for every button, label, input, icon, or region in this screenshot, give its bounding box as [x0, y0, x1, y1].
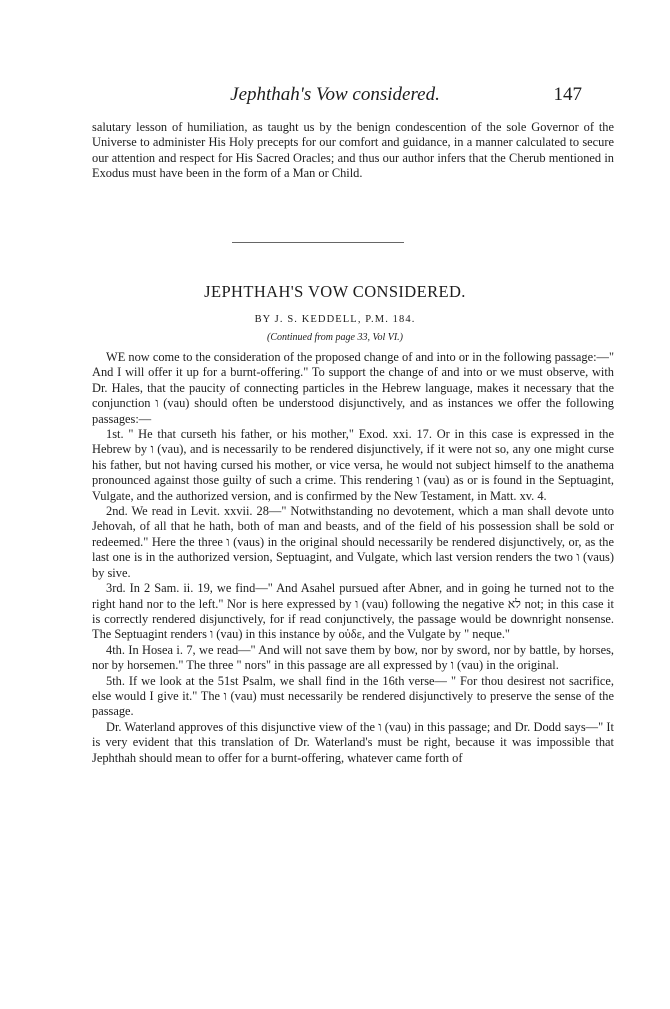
preceding-article-tail	[92, 120, 614, 182]
article-body	[92, 350, 614, 766]
running-title: Jephthah's Vow considered.	[230, 84, 440, 105]
body-paragraph: 2nd. We read in Levit. xxvii. 28—" Notwithstanding no devotement, which a man shall devote unto Jehovah, of all that he hath, both of man and beasts, and of the field of his possession shall be sold or redeemed." Here the three ו (vaus) in the original should necessarily be rendered disjunctively, or, as the last one is in the authorized version, Septuagint, and Vulgate, which last version renders the two ו (vaus) by sive.	[92, 504, 614, 580]
body-paragraph: 4th. In Hosea i. 7, we read—" And will not save them by bow, nor by sword, nor by battle, by horses, nor by horsemen." The three " nors" in this passage are all expressed by ו (vau) in the original.	[92, 642, 614, 673]
tail-paragraph: salutary lesson of humiliation, as taught us by the benign condescention of the sole Governor of the Universe to administer His Holy precepts for our comfort and guidance, in a manner calculated to secure our attention and respect for His Sacred Oracles; and thus our author infers that the Cherub mentioned in Exodus must have been in the form of a Man or Child.	[92, 120, 614, 181]
running-head	[0, 84, 670, 108]
article-title: JEPHTHAH'S VOW CONSIDERED.	[204, 282, 466, 301]
continued-note: (Continued from page 33, Vol VI.)	[266, 332, 403, 343]
section-divider	[232, 242, 404, 243]
page-number: 147	[553, 84, 582, 105]
body-paragraph: Dr. Waterland approves of this disjunctive view of the ו (vau) in this passage; and Dr. Dodd says—" It is very evident that this translation of Dr. Waterland's must be right, because it was impossible that Jephthah should mean to offer for a burnt-offering, whatever came forth of	[92, 719, 614, 765]
body-paragraph: 5th. If we look at the 51st Psalm, we shall find in the 16th verse— " For thou desirest not sacrifice, else would I give it." The ו (vau) must necessarily be rendered disjunctively to preserve the sense of the passage.	[92, 673, 614, 719]
byline: BY J. S. KEDDELL, P.M. 184.	[254, 314, 416, 325]
body-paragraph: 1st. " He that curseth his father, or his mother," Exod. xxi. 17. Or in this case is expressed in the Hebrew by ו (vau), and is necessarily to be rendered disjunctively, if it were not so, any one might curse his father, but not having cursed his mother, or vice versa, he would not subject himself to the anathema pronounced against those guilty of such a crime. This rendering ו (vau) as or is found in the Septuagint, Vulgate, and the authorized version, and is confirmed by the New Testament, in Matt. xv. 4.	[92, 427, 614, 503]
body-paragraph: 3rd. In 2 Sam. ii. 19, we find—" And Asahel pursued after Abner, and in going he turned not to the right hand nor to the left." Nor is here expressed by ו (vau) following the negative לא not; in this case it is correctly rendered disjunctively, for if read conjunctively, the passage would be downright nonsense. The Septuagint renders ו (vau) in this instance by οὐδε, and the Vulgate by " neque."	[92, 581, 615, 642]
body-paragraph: WE now come to the consideration of the proposed change of and into or in the following passage:—" And I will offer it up for a burnt-offering." To support the change of and into or we must observe, with Dr. Hales, that the paucity of connecting particles in the Hebrew language, makes it necessary that the conjunction ו (vau) should often be understood disjunctively, and as instances we offer the following passages:—	[92, 350, 614, 426]
